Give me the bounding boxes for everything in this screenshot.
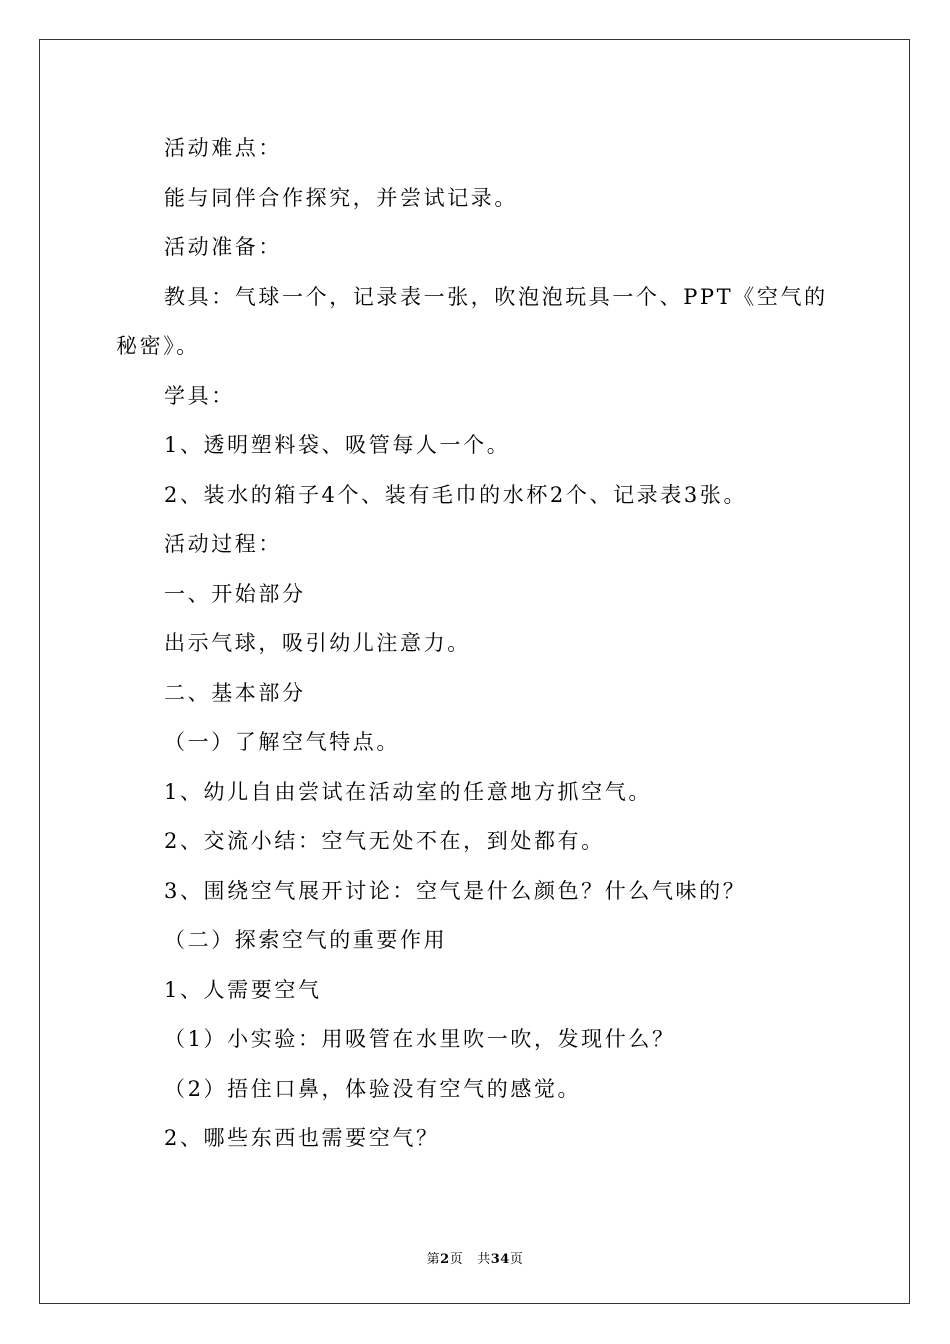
list-item: 1、透明塑料袋、吸管每人一个。 [164, 433, 511, 457]
paragraph-activity-process: 活动过程： [164, 532, 282, 556]
paragraph: 出示气球，吸引幼儿注意力。 [164, 631, 471, 655]
footer-page-prefix: 第 [426, 1252, 441, 1267]
footer-page-suffix: 页 [449, 1252, 464, 1267]
paragraph-teaching-aids: 教具：气球一个，记录表一张，吹泡泡玩具一个、PPT《空气的秘密》。 [116, 284, 828, 358]
footer-total-prefix: 共 [477, 1252, 491, 1267]
footer-page-number: 2 [440, 1252, 450, 1267]
subsection-heading: （二）探索空气的重要作用 [164, 928, 448, 952]
footer-total-suffix: 页 [509, 1252, 524, 1267]
paragraph-activity-difficulty: 活动难点： [164, 136, 282, 160]
section-heading: 二、基本部分 [164, 680, 306, 705]
document-body [116, 124, 840, 1164]
list-item: 2、哪些东西也需要空气？ [164, 1126, 440, 1150]
footer-total-pages: 34 [490, 1252, 510, 1267]
list-item: （2）捂住口鼻，体验没有空气的感觉。 [164, 1076, 582, 1101]
list-item: （1）小实验：用吸管在水里吹一吹，发现什么？ [164, 1027, 676, 1051]
page-footer [0, 1248, 950, 1267]
paragraph-activity-preparation: 活动准备： [164, 235, 282, 259]
list-item: 1、幼儿自由尝试在活动室的任意地方抓空气。 [164, 779, 652, 804]
section-heading: 一、开始部分 [164, 581, 306, 606]
list-item: 2、装水的箱子4个、装有毛巾的水杯2个、记录表3张。 [164, 482, 748, 507]
paragraph-learning-aids: 学具： [164, 383, 235, 408]
list-item: 1、人需要空气 [164, 977, 322, 1002]
list-item: 3、围绕空气展开讨论：空气是什么颜色？什么气味的？ [164, 878, 747, 903]
subsection-heading: （一）了解空气特点。 [164, 730, 400, 754]
list-item: 2、交流小结：空气无处不在，到处都有。 [164, 829, 605, 853]
paragraph: 能与同伴合作探究，并尝试记录。 [164, 185, 518, 210]
